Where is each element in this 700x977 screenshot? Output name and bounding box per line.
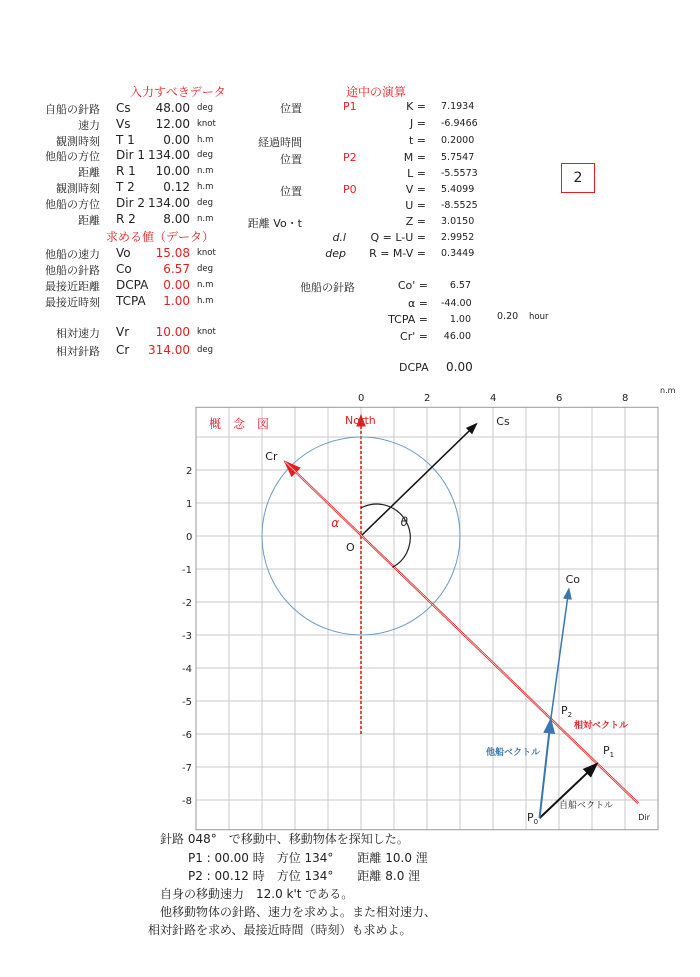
calc-value: 3.0150 bbox=[441, 216, 475, 227]
calc-symbol: R = M-V = bbox=[369, 247, 426, 260]
row-unit: n.m bbox=[197, 214, 214, 224]
row-symbol: Cs bbox=[116, 101, 131, 115]
row-label: 観測時刻 bbox=[56, 182, 100, 195]
calc-label: 位置 bbox=[280, 153, 302, 166]
row-label: 最接近距離 bbox=[45, 280, 100, 293]
calc-position-tag: P2 bbox=[343, 151, 357, 164]
cs-vector bbox=[361, 424, 477, 536]
calc-symbol: Z = bbox=[405, 215, 426, 228]
row-unit: deg bbox=[197, 264, 214, 274]
problem-line: 相対針路を求め、最接近時間（時刻）も求めよ。 bbox=[148, 923, 412, 937]
calc-value: -8.5525 bbox=[441, 200, 478, 211]
co-label: Co bbox=[565, 573, 581, 586]
co-vector bbox=[551, 589, 569, 720]
row-unit: deg bbox=[197, 103, 214, 113]
row-unit: deg bbox=[197, 345, 214, 355]
calc-label: dep bbox=[325, 247, 346, 260]
hour-value: 0.20 bbox=[497, 311, 519, 322]
row-value: 314.00 bbox=[148, 343, 190, 357]
calc-symbol: U = bbox=[405, 199, 426, 212]
calc-value: -6.9466 bbox=[441, 118, 478, 129]
calc-symbol: Q = L-U = bbox=[370, 231, 426, 244]
x-tick-label: 0 bbox=[358, 393, 365, 404]
course-symbol: TCPA = bbox=[388, 313, 428, 326]
y-tick-label: 1 bbox=[186, 499, 193, 510]
y-tick-label: 0 bbox=[186, 532, 193, 543]
calc-position-tag: P1 bbox=[343, 100, 357, 113]
y-tick-label: 2 bbox=[186, 466, 193, 477]
row-unit: h.m bbox=[197, 135, 214, 145]
calc-symbol: K = bbox=[406, 100, 426, 113]
problem-line: 針路 048° で移動中、移動物体を探知した。 bbox=[160, 832, 409, 846]
y-tick-label: -7 bbox=[182, 763, 192, 774]
row-value: 48.00 bbox=[155, 101, 190, 115]
y-tick-label: -1 bbox=[182, 565, 192, 576]
own-vector-label: 自船ベクトル bbox=[559, 801, 614, 811]
calc-symbol: M = bbox=[403, 151, 426, 164]
calc-symbol: V = bbox=[405, 183, 426, 196]
row-symbol: T 1 bbox=[116, 133, 135, 147]
row-value: 8.00 bbox=[163, 212, 190, 226]
problem-line: P1 : 00.00 時 方位 134° 距離 10.0 浬 bbox=[188, 851, 428, 865]
row-label: 最接近時刻 bbox=[45, 296, 100, 309]
cr-label: Cr bbox=[265, 450, 278, 463]
dcpa-symbol: DCPA bbox=[399, 361, 429, 374]
row-unit: knot bbox=[197, 248, 216, 258]
unit-label: n.m bbox=[660, 386, 676, 395]
calc-value: 5.7547 bbox=[441, 152, 475, 163]
x-tick-label: 4 bbox=[490, 393, 497, 404]
dir-label: Dir bbox=[638, 813, 650, 822]
input-data-header: 入力すべきデータ bbox=[130, 85, 226, 99]
row-value: 10.00 bbox=[155, 164, 190, 178]
y-tick-label: -8 bbox=[182, 796, 192, 807]
dcpa-value: 0.00 bbox=[446, 360, 473, 374]
row-value: 134.00 bbox=[148, 196, 190, 210]
north-label: North bbox=[345, 414, 376, 427]
other-vector-label: 他船ベクトル bbox=[486, 748, 541, 758]
result-data-header: 求める値（データ） bbox=[106, 230, 215, 244]
row-symbol: R 2 bbox=[116, 212, 136, 226]
row-unit: h.m bbox=[197, 182, 214, 192]
row-label: 相対針路 bbox=[56, 345, 100, 358]
calc-value: 2.9952 bbox=[441, 232, 475, 243]
course-value: 1.00 bbox=[449, 314, 471, 325]
calc-symbol: J = bbox=[410, 117, 426, 130]
row-symbol: Co bbox=[116, 262, 132, 276]
row-unit: n.m bbox=[197, 166, 214, 176]
row-unit: deg bbox=[197, 150, 214, 160]
calc-label: 位置 bbox=[280, 185, 302, 198]
problem-line: 自身の移動速力 12.0 k't である。 bbox=[160, 887, 354, 901]
row-unit: knot bbox=[197, 327, 216, 337]
course-value: 46.00 bbox=[443, 331, 471, 342]
x-tick-label: 2 bbox=[424, 393, 431, 404]
row-value: 0.00 bbox=[163, 133, 190, 147]
row-symbol: TCPA bbox=[116, 294, 146, 308]
row-symbol: Vr bbox=[116, 325, 130, 339]
calc-value: 0.2000 bbox=[441, 135, 475, 146]
y-tick-label: -3 bbox=[182, 631, 192, 642]
row-unit: knot bbox=[197, 119, 216, 129]
row-unit: n.m bbox=[197, 280, 214, 290]
row-symbol: Vo bbox=[116, 246, 131, 260]
calc-value: 5.4099 bbox=[441, 184, 475, 195]
row-label: 他船の速力 bbox=[45, 248, 100, 261]
cs-label: Cs bbox=[496, 415, 510, 428]
row-value: 0.00 bbox=[163, 278, 190, 292]
row-label: 距離 bbox=[78, 166, 100, 179]
calc-label: d.l bbox=[332, 231, 346, 244]
p1-label: $P_1$ bbox=[603, 744, 615, 759]
row-value: 12.00 bbox=[155, 117, 190, 131]
y-tick-label: -6 bbox=[182, 730, 192, 741]
row-value: 1.00 bbox=[163, 294, 190, 308]
x-tick-label: 6 bbox=[556, 393, 563, 404]
row-value: 0.12 bbox=[163, 180, 190, 194]
y-tick-label: -4 bbox=[182, 664, 192, 675]
y-tick-label: -2 bbox=[182, 598, 192, 609]
row-label: 距離 bbox=[78, 214, 100, 227]
row-label: 自船の針路 bbox=[45, 103, 100, 116]
row-symbol: Dir 1 bbox=[116, 148, 145, 162]
course-symbol: Cr' = bbox=[400, 330, 428, 343]
calc-label: 経過時間 bbox=[258, 136, 302, 149]
problem-number-box: 2 bbox=[561, 163, 595, 193]
calc-value: -5.5573 bbox=[441, 168, 478, 179]
alpha-label: α bbox=[331, 516, 340, 530]
row-value: 134.00 bbox=[148, 148, 190, 162]
diagram-title: 概 念 図 bbox=[209, 417, 270, 431]
course-symbol: Co' = bbox=[397, 279, 428, 292]
course-symbol: α = bbox=[408, 297, 428, 310]
relative-vector-label: 相対ベクトル bbox=[574, 721, 629, 731]
row-label: 他船の方位 bbox=[45, 198, 100, 211]
theta-label: θ bbox=[400, 515, 408, 529]
row-value: 10.00 bbox=[155, 325, 190, 339]
row-symbol: Cr bbox=[116, 343, 130, 357]
row-value: 6.57 bbox=[163, 262, 190, 276]
origin-label: O bbox=[346, 541, 355, 554]
y-tick-label: -5 bbox=[182, 697, 192, 708]
row-label: 観測時刻 bbox=[56, 135, 100, 148]
p2-label: $P_2$ bbox=[561, 704, 573, 719]
row-symbol: Dir 2 bbox=[116, 196, 145, 210]
calc-label: 距離 Vo・t bbox=[247, 217, 302, 230]
calc-header: 途中の演算 bbox=[346, 85, 407, 99]
calc-value: 0.3449 bbox=[441, 248, 475, 259]
row-label: 速力 bbox=[78, 119, 100, 132]
row-unit: h.m bbox=[197, 296, 214, 306]
hour-unit: hour bbox=[529, 312, 549, 322]
problem-line: 他移動物体の針路、速力を求めよ。また相対速力、 bbox=[160, 905, 437, 919]
row-unit: deg bbox=[197, 198, 214, 208]
row-symbol: DCPA bbox=[116, 278, 149, 292]
row-label: 他船の針路 bbox=[45, 264, 100, 277]
calc-symbol: t = bbox=[408, 134, 426, 147]
row-label: 相対速力 bbox=[56, 327, 100, 340]
row-symbol: Vs bbox=[116, 117, 131, 131]
calc-value: 7.1934 bbox=[441, 101, 475, 112]
row-symbol: T 2 bbox=[116, 180, 135, 194]
row-label: 他船の方位 bbox=[45, 150, 100, 163]
p0-label: $P_0$ bbox=[527, 811, 539, 826]
x-tick-label: 8 bbox=[622, 393, 629, 404]
problem-line: P2 : 00.12 時 方位 134° 距離 8.0 浬 bbox=[188, 869, 421, 883]
calc-position-tag: P0 bbox=[343, 183, 357, 196]
calc-symbol: L = bbox=[407, 167, 426, 180]
row-symbol: R 1 bbox=[116, 164, 136, 178]
row-value: 15.08 bbox=[155, 246, 190, 260]
calc-label: 位置 bbox=[280, 102, 302, 115]
course-label: 他船の針路 bbox=[300, 281, 355, 294]
course-value: -44.00 bbox=[441, 298, 472, 309]
course-value: 6.57 bbox=[449, 280, 471, 291]
